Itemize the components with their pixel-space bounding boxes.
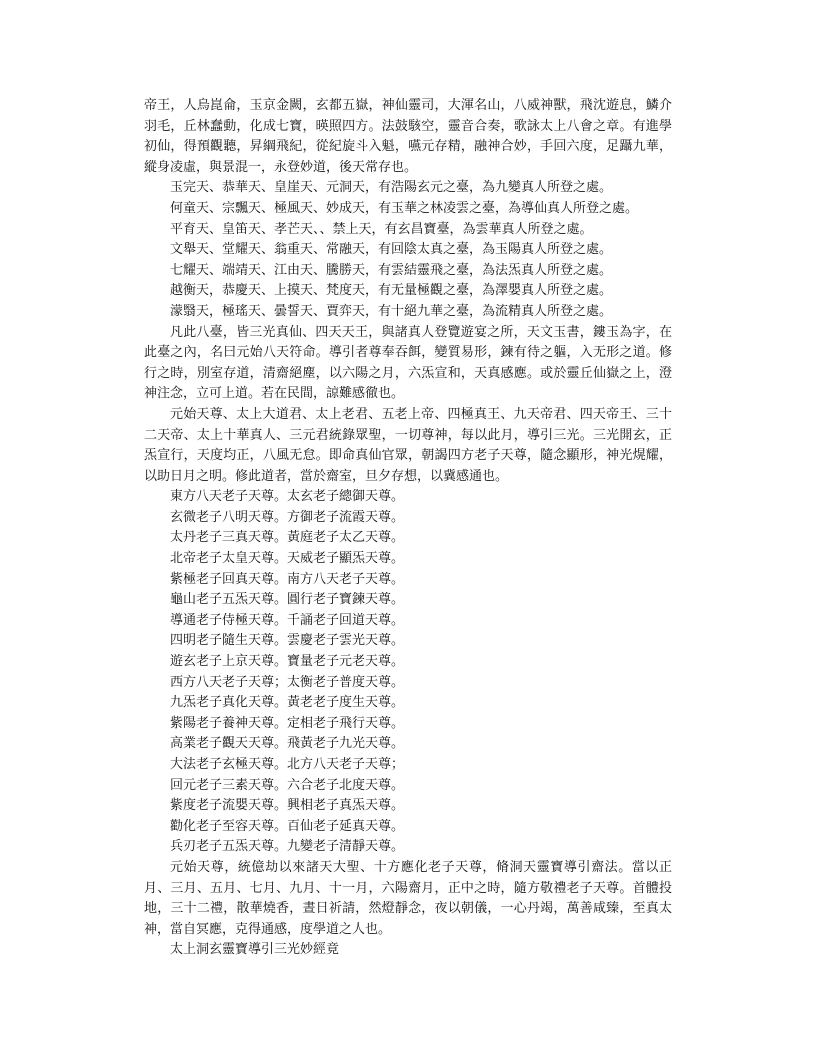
document-page	[144, 96, 672, 961]
list-line-26: 勸化老子至容天尊。百仙老子延真天尊。	[170, 818, 405, 834]
closing-title: 太上洞玄靈寶導引三光妙經竟	[170, 942, 340, 958]
list-line-6: 越衡天，恭慶天、上摸天、梵度天，有无量極觀之臺，為澤嬰真人所登之處。	[170, 283, 613, 299]
list-line-22: 高業老子觀天天尊。飛黃老子九光天尊。	[170, 736, 405, 752]
list-line-5: 七耀天、端靖天、江由天、騰勝天，有雲結靈飛之臺，為法炁真人所登之處。	[170, 262, 613, 278]
list-line-19: 西方八天老子天尊；太衡老子普度天尊。	[170, 674, 405, 690]
list-line-2: 何童天、宗飄天、極風天、妙成天，有玉華之林凌雲之臺，為導仙真人所登之處。	[170, 200, 639, 216]
list-line-4: 文舉天、堂耀天、翁重天、常融天，有回陰太真之臺，為玉陽真人所登之處。	[170, 242, 613, 258]
list-line-14: 紫極老子回真天尊。南方八天老子天尊。	[170, 571, 405, 587]
list-line-21: 紫陽老子養神天尊。定相老子飛行天尊。	[170, 715, 405, 731]
list-line-11: 玄微老子八明天尊。方御老子流霞天尊。	[170, 509, 405, 525]
list-line-25: 紫度老子流嬰天尊。興相老子真炁天尊。	[170, 798, 405, 814]
paragraph-0: 帝王，人烏崑侖，玉京金闕，玄都五嶽，神仙靈司，大渾名山，八威神獸，飛沈遊息，鱗介羽毛，丘林蠢動，化成七寶，暎照四方。法鼓駭空，靈音合奏，歌詠太上八會之章。有進學初仙，得預觀聽，昇綱飛紀，從紀旋斗入魁，嚥元存精，融神合妙，手回六度，足躡九華，縱身凌虛，與景混一，永登妙道，後天常存也。	[144, 98, 672, 175]
list-line-1: 玉完天、恭華天、皇崖天、元洞天，有浩陽玄元之臺，為九變真人所登之處。	[170, 180, 613, 196]
list-line-27: 兵刃老子五炁天尊。九變老子清靜天尊。	[170, 839, 405, 855]
list-line-16: 導通老子侍極天尊。千誦老子回道天尊。	[170, 612, 405, 628]
list-line-13: 北帝老子太皇天尊。天威老子顯炁天尊。	[170, 551, 405, 567]
list-line-3: 平育天、皇笛天、孝芒天、、禁上天，有玄昌寶臺，為雲華真人所登之處。	[170, 221, 593, 237]
list-line-24: 回元老子三素天尊。六合老子北度天尊。	[170, 777, 405, 793]
list-line-23: 大法老子玄極天尊。北方八天老子天尊；	[170, 757, 405, 772]
paragraph-9: 元始天尊、太上大道君、太上老君、五老上帝、四極真王、九天帝君、四天帝王、三十二天帝、太上十華真人、三元君統錄眾聖，一切尊神，每以此月，導引三光。三光開玄，正炁宣行，天度均正，八風无怠。即命真仙官眾，朝謁四方老子天尊，隨念顯形，神光熀耀，以助日月之明。修此道者，當於齋室，旦夕存想，以冀感通也。	[144, 406, 672, 484]
list-line-17: 四明老子隨生天尊。雲慶老子雲光天尊。	[170, 633, 405, 649]
list-line-10: 東方八天老子天尊。太玄老子總御天尊。	[170, 489, 405, 505]
paragraph-8: 凡此八臺，皆三光真仙、四天天王，與諸真人登覽遊宴之所，天文玉書，鏤玉為字，在此臺之內，名曰元始八天符命。導引者尊奉吞餌，變質易形，鍊有待之軀，入无形之道。修行之時，別室存道，清齋絕塵，以六陽之月，六炁宣和，天真感應。或於靈丘仙嶽之上，澄神注念，立可上道。若在民間，諒難感徹也。	[144, 324, 672, 402]
list-line-15: 龜山老子五炁天尊。圓行老子寶鍊天尊。	[170, 592, 405, 608]
list-line-7: 濛翳天，極瑤天、曇誓天、賈弈天，有十絕九華之臺，為流精真人所登之處。	[170, 303, 613, 319]
list-line-20: 九炁老子真化天尊。黃老老子度生天尊。	[170, 695, 405, 711]
list-line-18: 遊玄老子上京天尊。寶量老子元老天尊。	[170, 654, 405, 670]
list-line-12: 太丹老子三真天尊。黃庭老子太乙天尊。	[170, 530, 405, 546]
paragraph-28: 元始天尊，統億劫以來諸天大聖、十方應化老子天尊，脩洞天靈寶導引齋法。當以正月、三月、五月、七月、九月、十一月，六陽齋月，正中之時，隨方敬禮老子天尊。首體投地，三十二禮，散華燒香，晝日祈請，然燈靜念，夜以朝儀，一心丹竭，萬善咸臻，至真太神，當自冥應，克得通感，度學道之人也。	[144, 859, 672, 937]
